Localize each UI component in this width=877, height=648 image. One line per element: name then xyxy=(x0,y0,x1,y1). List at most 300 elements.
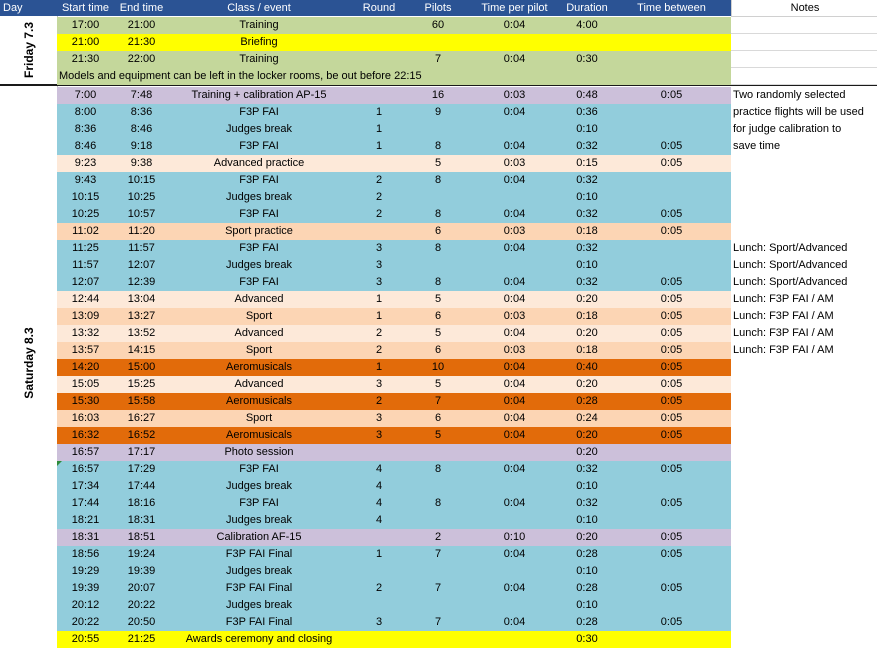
start-time-cell[interactable]: 8:00 xyxy=(74,106,97,118)
start-time-cell[interactable]: 20:55 xyxy=(71,633,100,645)
time-per-pilot-cell[interactable]: 0:03 xyxy=(503,89,526,101)
note-text[interactable]: Two randomly selected xyxy=(733,89,846,101)
duration-cell[interactable] xyxy=(562,34,612,51)
pilots-cell[interactable]: 16 xyxy=(431,89,445,101)
class-event-cell[interactable]: Aeromusicals xyxy=(225,361,293,373)
time-per-pilot-cell[interactable]: 0:04 xyxy=(503,582,526,594)
end-time-cell[interactable]: 13:52 xyxy=(127,327,156,339)
round-cell[interactable]: 3 xyxy=(375,412,383,424)
time-per-pilot-cell[interactable]: 0:04 xyxy=(503,140,526,152)
time-between-cell[interactable]: 0:05 xyxy=(660,361,683,373)
end-time-cell[interactable]: 19:24 xyxy=(127,548,156,560)
duration-cell[interactable]: 0:40 xyxy=(576,361,598,373)
end-time-cell[interactable]: 19:39 xyxy=(127,565,156,577)
end-time-cell[interactable]: 9:38 xyxy=(130,157,153,169)
pilots-cell[interactable]: 8 xyxy=(434,463,442,475)
end-time-cell[interactable]: 8:46 xyxy=(130,123,153,135)
round-cell[interactable] xyxy=(349,597,409,614)
time-between-cell[interactable]: 0:05 xyxy=(660,531,683,543)
note-text[interactable]: Lunch: Sport/Advanced xyxy=(733,242,848,254)
time-between-cell[interactable]: 0:05 xyxy=(660,89,683,101)
start-time-cell[interactable]: 20:12 xyxy=(71,599,100,611)
time-per-pilot-cell[interactable] xyxy=(467,597,562,614)
note-text[interactable]: Lunch: F3P FAI / AM xyxy=(733,344,834,356)
start-time-cell[interactable]: 19:39 xyxy=(71,582,100,594)
class-event-cell[interactable]: Judges break xyxy=(225,514,293,526)
round-cell[interactable] xyxy=(349,444,409,461)
start-time-cell[interactable]: 16:32 xyxy=(71,429,100,441)
time-between-cell[interactable] xyxy=(612,257,731,274)
notes-cell[interactable] xyxy=(731,17,877,34)
pilots-cell[interactable]: 6 xyxy=(434,310,442,322)
time-per-pilot-cell[interactable] xyxy=(467,478,562,495)
class-event-cell[interactable]: F3P FAI Final xyxy=(225,582,293,594)
time-between-cell[interactable]: 0:05 xyxy=(660,548,683,560)
time-per-pilot-cell[interactable]: 0:04 xyxy=(503,361,526,373)
class-event-cell[interactable]: F3P FAI xyxy=(239,463,279,475)
duration-cell[interactable]: 0:32 xyxy=(576,276,598,288)
time-per-pilot-cell[interactable]: 0:03 xyxy=(503,344,526,356)
round-cell[interactable]: 4 xyxy=(375,514,383,526)
start-time-cell[interactable]: 13:32 xyxy=(71,327,100,339)
class-event-cell[interactable]: Advanced xyxy=(234,327,284,339)
class-event-cell[interactable]: F3P FAI Final xyxy=(225,616,293,628)
class-event-cell[interactable]: Advanced xyxy=(234,293,284,305)
note-text[interactable]: Lunch: F3P FAI / AM xyxy=(733,310,834,322)
header-duration[interactable]: Duration xyxy=(562,0,612,16)
pilots-cell[interactable]: 5 xyxy=(434,157,442,169)
round-cell[interactable]: 2 xyxy=(375,208,383,220)
note-text[interactable]: save time xyxy=(733,140,781,152)
duration-cell[interactable]: 0:28 xyxy=(576,582,598,594)
time-between-cell[interactable]: 0:05 xyxy=(660,327,683,339)
class-event-cell[interactable]: Judges break xyxy=(225,480,293,492)
round-cell[interactable] xyxy=(349,34,409,51)
pilots-cell[interactable]: 5 xyxy=(434,327,442,339)
round-cell[interactable]: 2 xyxy=(375,174,383,186)
duration-cell[interactable]: 0:15 xyxy=(576,157,598,169)
header-time-per-pilot[interactable]: Time per pilot xyxy=(467,0,562,16)
time-between-cell[interactable] xyxy=(612,240,731,257)
duration-cell[interactable]: 0:20 xyxy=(576,293,598,305)
pilots-cell[interactable] xyxy=(409,563,467,580)
pilots-cell[interactable]: 5 xyxy=(434,429,442,441)
end-time-cell[interactable]: 22:00 xyxy=(127,53,156,65)
pilots-cell[interactable]: 5 xyxy=(434,378,442,390)
duration-cell[interactable]: 0:10 xyxy=(576,514,598,526)
end-time-cell[interactable]: 17:29 xyxy=(127,463,156,475)
time-between-cell[interactable]: 0:05 xyxy=(660,412,683,424)
time-per-pilot-cell[interactable]: 0:04 xyxy=(503,53,526,65)
end-time-cell[interactable]: 20:50 xyxy=(127,616,156,628)
duration-cell[interactable]: 0:20 xyxy=(576,446,598,458)
duration-cell[interactable]: 0:10 xyxy=(576,565,598,577)
class-event-cell[interactable]: Sport xyxy=(245,412,273,424)
duration-cell[interactable]: 0:32 xyxy=(576,497,598,509)
header-notes[interactable]: Notes xyxy=(731,0,877,17)
class-event-cell[interactable]: Training + calibration AP-15 xyxy=(191,89,327,101)
start-time-cell[interactable]: 19:29 xyxy=(71,565,100,577)
round-cell[interactable]: 4 xyxy=(375,463,383,475)
pilots-cell[interactable]: 6 xyxy=(434,344,442,356)
round-cell[interactable]: 1 xyxy=(375,140,383,152)
round-cell[interactable] xyxy=(349,155,409,172)
round-cell[interactable]: 1 xyxy=(375,310,383,322)
start-time-cell[interactable]: 17:44 xyxy=(71,497,100,509)
duration-cell[interactable]: 0:32 xyxy=(576,463,598,475)
duration-cell[interactable]: 0:20 xyxy=(576,531,598,543)
end-time-cell[interactable]: 16:27 xyxy=(127,412,156,424)
start-time-cell[interactable]: 8:46 xyxy=(74,140,97,152)
end-time-cell[interactable]: 17:17 xyxy=(127,446,156,458)
time-between-cell[interactable]: 0:05 xyxy=(660,429,683,441)
class-event-cell[interactable]: Judges break xyxy=(225,599,293,611)
round-cell[interactable] xyxy=(349,529,409,546)
round-cell[interactable]: 2 xyxy=(375,582,383,594)
end-time-cell[interactable]: 20:22 xyxy=(127,599,156,611)
duration-cell[interactable]: 0:20 xyxy=(576,327,598,339)
pilots-cell[interactable]: 10 xyxy=(431,361,445,373)
time-per-pilot-cell[interactable]: 0:03 xyxy=(503,310,526,322)
header-time-between[interactable]: Time between xyxy=(612,0,731,16)
start-time-cell[interactable]: 10:25 xyxy=(71,208,100,220)
pilots-cell[interactable]: 60 xyxy=(431,19,445,31)
end-time-cell[interactable]: 10:15 xyxy=(127,174,156,186)
start-time-cell[interactable]: 18:56 xyxy=(71,548,100,560)
pilots-cell[interactable]: 7 xyxy=(434,582,442,594)
duration-cell[interactable]: 0:20 xyxy=(576,429,598,441)
pilots-cell[interactable] xyxy=(409,257,467,274)
class-event-cell[interactable]: Aeromusicals xyxy=(225,395,293,407)
class-event-cell[interactable]: F3P FAI xyxy=(239,276,279,288)
end-time-cell[interactable]: 8:36 xyxy=(130,106,153,118)
end-time-cell[interactable]: 9:18 xyxy=(130,140,153,152)
time-per-pilot-cell[interactable]: 0:04 xyxy=(503,548,526,560)
end-time-cell[interactable]: 11:20 xyxy=(128,225,155,237)
end-time-cell[interactable]: 15:58 xyxy=(127,395,156,407)
duration-cell[interactable]: 0:36 xyxy=(576,106,598,118)
class-event-cell[interactable]: Judges break xyxy=(225,191,293,203)
end-time-cell[interactable]: 13:27 xyxy=(127,310,156,322)
duration-cell[interactable]: 0:10 xyxy=(576,599,598,611)
class-event-cell[interactable]: Sport practice xyxy=(225,225,293,237)
time-per-pilot-cell[interactable]: 0:04 xyxy=(503,242,526,254)
end-time-cell[interactable]: 11:57 xyxy=(128,242,155,254)
start-time-cell[interactable]: 21:00 xyxy=(71,36,100,48)
duration-cell[interactable]: 0:10 xyxy=(576,191,598,203)
pilots-cell[interactable] xyxy=(409,189,467,206)
time-between-cell[interactable] xyxy=(612,34,731,51)
time-between-cell[interactable]: 0:05 xyxy=(660,582,683,594)
start-time-cell[interactable]: 13:09 xyxy=(71,310,100,322)
duration-cell[interactable]: 0:18 xyxy=(576,310,598,322)
round-cell[interactable] xyxy=(349,17,409,34)
end-time-cell[interactable]: 15:00 xyxy=(127,361,156,373)
pilots-cell[interactable] xyxy=(409,444,467,461)
start-time-cell[interactable]: 18:31 xyxy=(71,531,100,543)
time-between-cell[interactable]: 0:05 xyxy=(660,463,683,475)
pilots-cell[interactable]: 8 xyxy=(434,497,442,509)
duration-cell[interactable]: 0:32 xyxy=(576,140,598,152)
round-cell[interactable]: 3 xyxy=(375,429,383,441)
time-per-pilot-cell[interactable]: 0:03 xyxy=(503,157,526,169)
time-per-pilot-cell[interactable]: 0:04 xyxy=(503,276,526,288)
start-time-cell[interactable]: 13:57 xyxy=(71,344,100,356)
pilots-cell[interactable]: 8 xyxy=(434,208,442,220)
end-time-cell[interactable]: 13:04 xyxy=(127,293,156,305)
time-per-pilot-cell[interactable] xyxy=(467,189,562,206)
time-per-pilot-cell[interactable]: 0:04 xyxy=(503,395,526,407)
time-per-pilot-cell[interactable]: 0:04 xyxy=(503,463,526,475)
time-between-cell[interactable]: 0:05 xyxy=(660,616,683,628)
round-cell[interactable]: 2 xyxy=(375,327,383,339)
round-cell[interactable]: 3 xyxy=(375,242,383,254)
round-cell[interactable]: 4 xyxy=(375,497,383,509)
start-time-cell[interactable]: 14:20 xyxy=(71,361,100,373)
end-time-cell[interactable]: 21:30 xyxy=(127,36,156,48)
time-between-cell[interactable]: 0:05 xyxy=(660,157,683,169)
time-between-cell[interactable]: 0:05 xyxy=(660,293,683,305)
time-between-cell[interactable] xyxy=(612,563,731,580)
round-cell[interactable]: 3 xyxy=(375,259,383,271)
class-event-cell[interactable]: Training xyxy=(239,19,279,31)
start-time-cell[interactable]: 17:34 xyxy=(71,480,100,492)
class-event-cell[interactable]: Judges break xyxy=(225,259,293,271)
pilots-cell[interactable]: 2 xyxy=(434,531,442,543)
round-cell[interactable]: 1 xyxy=(375,106,383,118)
start-time-cell[interactable]: 16:57 xyxy=(71,446,100,458)
round-cell[interactable]: 4 xyxy=(375,480,383,492)
time-per-pilot-cell[interactable]: 0:04 xyxy=(503,293,526,305)
start-time-cell[interactable]: 15:05 xyxy=(71,378,100,390)
time-between-cell[interactable] xyxy=(612,17,731,34)
time-per-pilot-cell[interactable] xyxy=(467,121,562,138)
time-between-cell[interactable] xyxy=(612,172,731,189)
end-time-cell[interactable]: 21:25 xyxy=(127,633,156,645)
start-time-cell[interactable]: 9:23 xyxy=(74,157,97,169)
header-day[interactable]: Day xyxy=(0,0,57,16)
time-between-cell[interactable] xyxy=(612,444,731,461)
start-time-cell[interactable]: 11:02 xyxy=(72,225,99,237)
header-class-event[interactable]: Class / event xyxy=(169,0,349,16)
duration-cell[interactable]: 0:18 xyxy=(576,225,598,237)
header-start-time[interactable]: Start time xyxy=(57,0,114,16)
time-per-pilot-cell[interactable]: 0:04 xyxy=(503,412,526,424)
time-per-pilot-cell[interactable]: 0:04 xyxy=(503,174,526,186)
duration-cell[interactable]: 0:20 xyxy=(576,378,598,390)
duration-cell[interactable]: 0:32 xyxy=(576,208,598,220)
end-time-cell[interactable]: 12:07 xyxy=(127,259,156,271)
time-per-pilot-cell[interactable]: 0:03 xyxy=(503,225,526,237)
end-time-cell[interactable]: 10:57 xyxy=(127,208,156,220)
end-time-cell[interactable]: 18:16 xyxy=(127,497,156,509)
start-time-cell[interactable]: 9:43 xyxy=(74,174,97,186)
duration-cell[interactable]: 4:00 xyxy=(576,19,598,31)
time-between-cell[interactable]: 0:05 xyxy=(660,395,683,407)
duration-cell[interactable]: 0:10 xyxy=(576,480,598,492)
round-cell[interactable]: 1 xyxy=(375,361,383,373)
time-per-pilot-cell[interactable]: 0:04 xyxy=(503,429,526,441)
time-per-pilot-cell[interactable] xyxy=(467,444,562,461)
class-event-cell[interactable]: Photo session xyxy=(224,446,294,458)
start-time-cell[interactable]: 12:07 xyxy=(71,276,100,288)
pilots-cell[interactable]: 7 xyxy=(434,616,442,628)
time-between-cell[interactable]: 0:05 xyxy=(660,344,683,356)
end-time-cell[interactable]: 10:25 xyxy=(127,191,156,203)
start-time-cell[interactable]: 10:15 xyxy=(71,191,100,203)
end-time-cell[interactable]: 16:52 xyxy=(127,429,156,441)
start-time-cell[interactable]: 18:21 xyxy=(71,514,100,526)
time-between-cell[interactable]: 0:05 xyxy=(660,310,683,322)
time-per-pilot-cell[interactable]: 0:04 xyxy=(503,106,526,118)
end-time-cell[interactable]: 14:15 xyxy=(127,344,156,356)
note-text[interactable]: Lunch: F3P FAI / AM xyxy=(733,327,834,339)
class-event-cell[interactable]: Judges break xyxy=(225,565,293,577)
time-between-cell[interactable] xyxy=(612,597,731,614)
time-between-cell[interactable]: 0:05 xyxy=(660,208,683,220)
round-cell[interactable]: 2 xyxy=(375,344,383,356)
class-event-cell[interactable]: Briefing xyxy=(240,36,278,48)
duration-cell[interactable]: 0:30 xyxy=(576,53,598,65)
round-cell[interactable] xyxy=(349,563,409,580)
duration-cell[interactable]: 0:10 xyxy=(576,123,598,135)
class-event-cell[interactable]: Calibration AF-15 xyxy=(216,531,302,543)
time-between-cell[interactable]: 0:05 xyxy=(660,225,683,237)
pilots-cell[interactable] xyxy=(409,34,467,51)
time-per-pilot-cell[interactable] xyxy=(467,512,562,529)
round-cell[interactable]: 1 xyxy=(375,123,383,135)
duration-cell[interactable]: 0:32 xyxy=(576,174,598,186)
start-time-cell[interactable]: 21:30 xyxy=(71,53,100,65)
class-event-cell[interactable]: Advanced xyxy=(234,378,284,390)
end-time-cell[interactable]: 18:31 xyxy=(127,514,156,526)
start-time-cell[interactable]: 11:25 xyxy=(72,242,99,254)
pilots-cell[interactable]: 6 xyxy=(434,225,442,237)
class-event-cell[interactable]: Advanced practice xyxy=(213,157,305,169)
pilots-cell[interactable]: 5 xyxy=(434,293,442,305)
time-per-pilot-cell[interactable] xyxy=(467,257,562,274)
start-time-cell[interactable]: 20:22 xyxy=(71,616,100,628)
header-pilots[interactable]: Pilots xyxy=(409,0,467,16)
start-time-cell[interactable]: 12:44 xyxy=(71,293,100,305)
pilots-cell[interactable]: 9 xyxy=(434,106,442,118)
round-cell[interactable]: 2 xyxy=(375,191,383,203)
start-time-cell[interactable]: 7:00 xyxy=(74,89,97,101)
duration-cell[interactable]: 0:28 xyxy=(576,616,598,628)
notes-cell[interactable] xyxy=(731,34,877,51)
pilots-cell[interactable]: 8 xyxy=(434,242,442,254)
pilots-cell[interactable]: 8 xyxy=(434,174,442,186)
pilots-cell[interactable]: 8 xyxy=(434,140,442,152)
time-per-pilot-cell[interactable]: 0:10 xyxy=(503,531,526,543)
time-per-pilot-cell[interactable] xyxy=(467,34,562,51)
time-per-pilot-cell[interactable]: 0:04 xyxy=(503,19,526,31)
round-cell[interactable]: 3 xyxy=(375,616,383,628)
class-event-cell[interactable]: Training xyxy=(239,53,279,65)
time-between-cell[interactable]: 0:05 xyxy=(660,276,683,288)
note-text[interactable]: Lunch: Sport/Advanced xyxy=(733,276,848,288)
round-cell[interactable]: 3 xyxy=(375,378,383,390)
round-cell[interactable]: 2 xyxy=(375,395,383,407)
end-time-cell[interactable]: 20:07 xyxy=(127,582,156,594)
end-time-cell[interactable]: 21:00 xyxy=(127,19,156,31)
round-cell[interactable] xyxy=(349,51,409,68)
note-text[interactable]: for judge calibration to xyxy=(733,123,842,135)
note-text[interactable]: Lunch: Sport/Advanced xyxy=(733,259,848,271)
time-between-cell[interactable] xyxy=(612,104,731,121)
start-time-cell[interactable]: 17:00 xyxy=(71,19,100,31)
time-per-pilot-cell[interactable] xyxy=(467,563,562,580)
start-time-cell[interactable]: 15:30 xyxy=(71,395,100,407)
time-per-pilot-cell[interactable]: 0:04 xyxy=(503,208,526,220)
start-time-cell[interactable]: 8:36 xyxy=(74,123,97,135)
time-between-cell[interactable] xyxy=(612,121,731,138)
class-event-cell[interactable]: F3P FAI xyxy=(239,106,279,118)
time-per-pilot-cell[interactable]: 0:04 xyxy=(503,327,526,339)
start-time-cell[interactable]: 11:57 xyxy=(72,259,99,271)
time-between-cell[interactable] xyxy=(612,189,731,206)
pilots-cell[interactable]: 6 xyxy=(434,412,442,424)
time-between-cell[interactable] xyxy=(612,478,731,495)
pilots-cell[interactable] xyxy=(409,597,467,614)
time-between-cell[interactable]: 0:05 xyxy=(660,140,683,152)
end-time-cell[interactable]: 12:39 xyxy=(127,276,156,288)
pilots-cell[interactable]: 7 xyxy=(434,53,442,65)
end-time-cell[interactable]: 17:44 xyxy=(127,480,156,492)
duration-cell[interactable]: 0:18 xyxy=(576,344,598,356)
notes-cell[interactable] xyxy=(731,68,877,85)
pilots-cell[interactable] xyxy=(409,512,467,529)
round-cell[interactable] xyxy=(349,87,409,104)
class-event-cell[interactable]: Judges break xyxy=(225,123,293,135)
time-between-cell[interactable] xyxy=(612,512,731,529)
class-event-cell[interactable]: Awards ceremony and closing xyxy=(185,633,333,645)
duration-cell[interactable]: 0:48 xyxy=(576,89,598,101)
class-event-cell[interactable]: F3P FAI Final xyxy=(225,548,293,560)
end-time-cell[interactable]: 7:48 xyxy=(130,89,153,101)
pilots-cell[interactable] xyxy=(409,121,467,138)
pilots-cell[interactable] xyxy=(409,478,467,495)
pilots-cell[interactable]: 8 xyxy=(434,276,442,288)
header-end-time[interactable]: End time xyxy=(114,0,169,16)
class-event-cell[interactable]: F3P FAI xyxy=(239,174,279,186)
pilots-cell[interactable]: 7 xyxy=(434,548,442,560)
duration-cell[interactable]: 0:28 xyxy=(576,395,598,407)
time-per-pilot-cell[interactable]: 0:04 xyxy=(503,378,526,390)
start-time-cell[interactable]: 16:03 xyxy=(71,412,100,424)
notes-cell[interactable] xyxy=(731,51,877,68)
header-round[interactable]: Round xyxy=(349,0,409,16)
time-per-pilot-cell[interactable]: 0:04 xyxy=(503,616,526,628)
class-event-cell[interactable]: F3P FAI xyxy=(239,208,279,220)
start-time-cell[interactable]: 16:57 xyxy=(71,463,100,475)
duration-cell[interactable]: 0:30 xyxy=(576,633,598,645)
class-event-cell[interactable]: F3P FAI xyxy=(239,242,279,254)
time-between-cell[interactable]: 0:05 xyxy=(660,378,683,390)
class-event-cell[interactable]: Aeromusicals xyxy=(225,429,293,441)
class-event-cell[interactable]: F3P FAI xyxy=(239,497,279,509)
class-event-cell[interactable]: Sport xyxy=(245,344,273,356)
class-event-cell[interactable]: Sport xyxy=(245,310,273,322)
round-cell[interactable]: 1 xyxy=(375,548,383,560)
class-event-cell[interactable]: F3P FAI xyxy=(239,140,279,152)
time-between-cell[interactable] xyxy=(612,51,731,68)
round-cell[interactable] xyxy=(349,223,409,240)
time-per-pilot-cell[interactable]: 0:04 xyxy=(503,497,526,509)
end-time-cell[interactable]: 18:51 xyxy=(127,531,156,543)
round-cell[interactable]: 3 xyxy=(375,276,383,288)
note-text[interactable]: practice flights will be used xyxy=(733,106,864,118)
